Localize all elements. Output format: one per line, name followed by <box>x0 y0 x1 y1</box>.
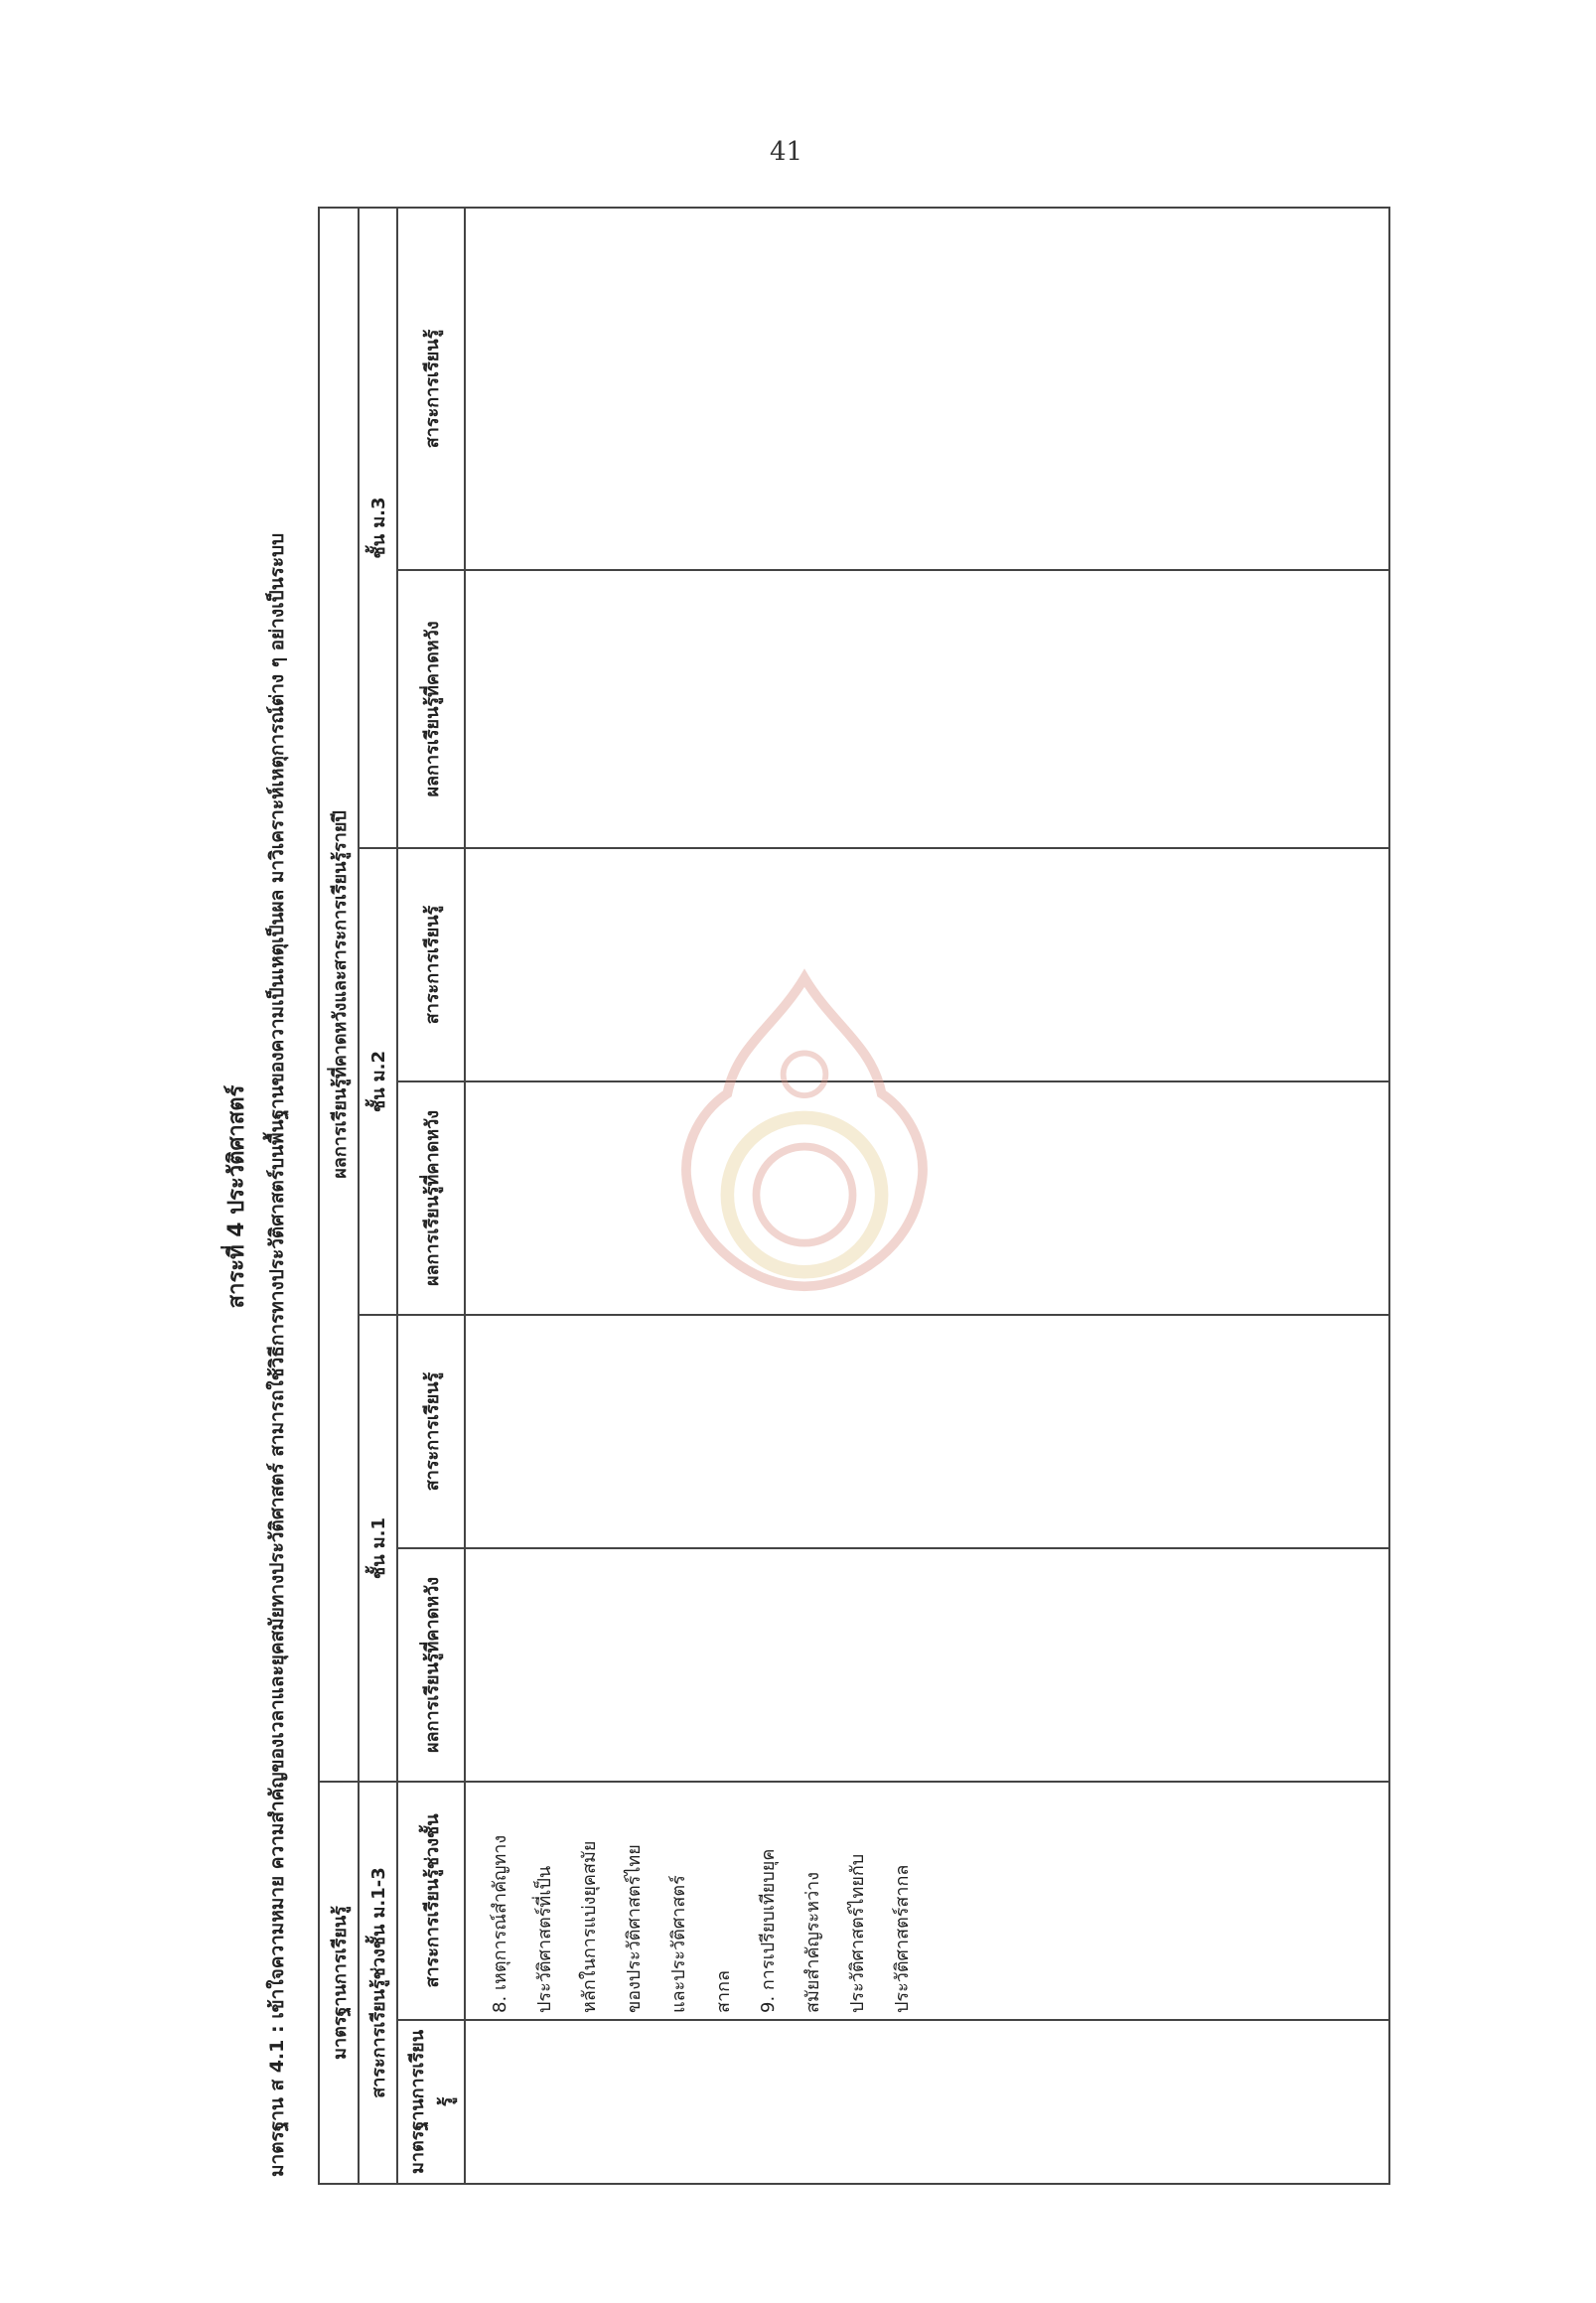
page-title: สาระที่ 4 ประวัติศาสตร์ <box>224 1084 249 1309</box>
expected-m1-cell <box>465 1548 1389 1782</box>
col-expected-m3-header: ผลการเรียนรู้ที่คาดหวัง <box>397 570 465 848</box>
content-line: ประวัติศาสตร์ที่เป็น <box>534 1865 555 2013</box>
col-expected-m2-header: ผลการเรียนรู้ที่คาดหวัง <box>397 1081 465 1315</box>
expected-m3-cell <box>465 570 1389 848</box>
content-range-header: สาระการเรียนรู้ช่วงชั้น ม.1-3 <box>359 1782 397 2184</box>
content-line: สมัยสำคัญระหว่าง <box>802 1871 823 2013</box>
content-line: 9. การเปรียบเทียบยุค <box>758 1848 779 2013</box>
col-standard-header: มาตรฐานการเรียนรู้ <box>397 2020 465 2184</box>
content-line: สากล <box>713 1969 734 2013</box>
content-line: ของประวัติศาสตร์ไทย <box>624 1844 645 2013</box>
content-line: ประวัติศาสตร์สากล <box>892 1864 913 2013</box>
learning-m1-cell <box>465 1315 1389 1548</box>
standard-statement: มาตรฐาน ส 4.1 : เข้าใจความหมาย ความสำคัญของเวลาและยุคสมัยทางประวัติศาสตร์ สามารถใช้วิธีการทางประวัติศาสตร์บนพื้นฐานของความเป็นเหตุเป็นผล มาวิเคราะห์เหตุการณ์ต่าง ๆ อย่างเป็นระบบ <box>266 532 288 2177</box>
content-line: ประวัติศาสตร์ไทยกับ <box>847 1853 868 2013</box>
col-learning-m1-header: สาระการเรียนรู้ <box>397 1315 465 1548</box>
standard-cell <box>465 2020 1389 2184</box>
grade-m1-header: ชั้น ม.1 <box>359 1315 397 1782</box>
learning-m3-cell <box>465 208 1389 570</box>
content-line: 8. เหตุการณ์สำคัญทาง <box>490 1834 510 2013</box>
education-ministry-seal-icon <box>655 968 953 1296</box>
col-content-header: สาระการเรียนรู้ช่วงชั้น <box>397 1782 465 2020</box>
content-line: หลักในการแบ่งยุคสมัย <box>579 1840 600 2013</box>
grade-m3-header: ชั้น ม.3 <box>359 208 397 848</box>
content-line: และประวัติศาสตร์ <box>668 1875 689 2013</box>
grade-m2-header: ชั้น ม.2 <box>359 848 397 1315</box>
col-expected-m1-header: ผลการเรียนรู้ที่คาดหวัง <box>397 1548 465 1782</box>
col-learning-m2-header: สาระการเรียนรู้ <box>397 848 465 1081</box>
col-learning-m3-header: สาระการเรียนรู้ <box>397 208 465 570</box>
standard-group-header: มาตรฐานการเรียนรู้ <box>319 1782 359 2184</box>
content-cell <box>465 1782 1389 2020</box>
expected-group-header: ผลการเรียนรู้ที่คาดหวังและสาระการเรียนรู้รายปี <box>319 208 359 1782</box>
page-number: 41 <box>770 137 803 167</box>
